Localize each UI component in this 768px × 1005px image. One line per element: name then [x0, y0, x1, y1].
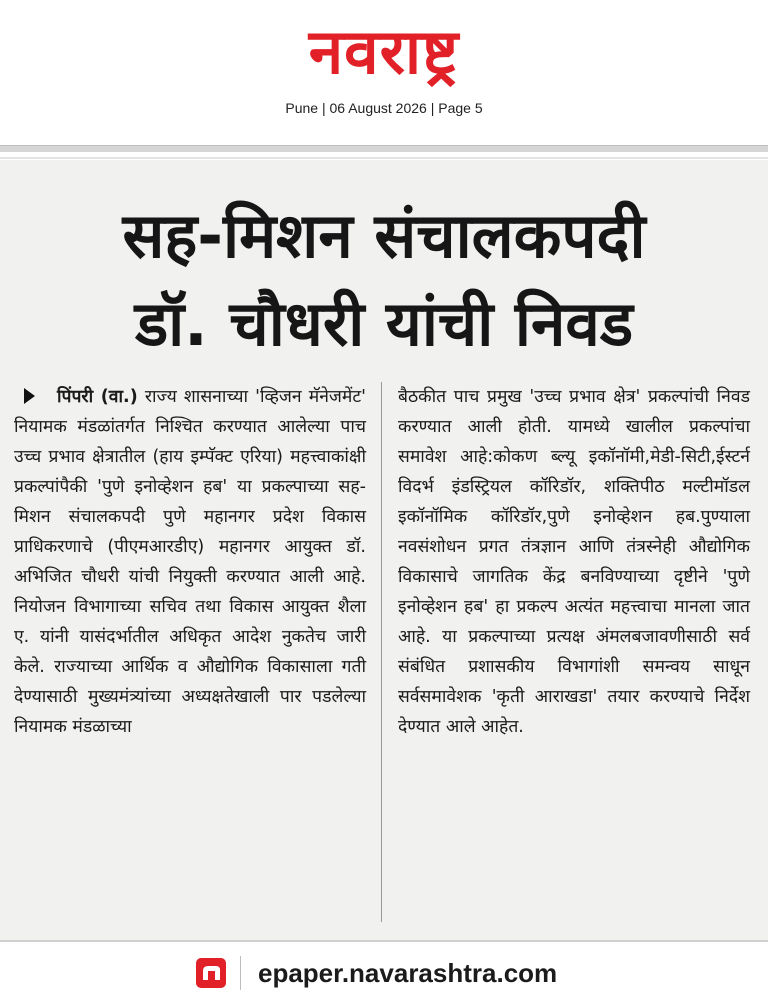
triangle-bullet-icon [24, 388, 35, 404]
dateline: पिंपरी (वा.) [57, 387, 138, 407]
newspaper-logo: नवराष्ट्र [308, 15, 460, 88]
right-column-body: बैठकीत पाच प्रमुख 'उच्च प्रभाव क्षेत्र' प्रकल्पांची निवड करण्यात आली होती. यामध्ये खालील प्रकल्पांचा समावेश आहे:कोकण ब्ल्यू इकॉनॉमी,मेडी-सिटी,ईस्टर्न विदर्भ इंडस्ट्रियल कॉरिडॉर, शक्तिपीठ मल्टीमॉडल इकॉनॉमिक कॉरिडॉर,पुणे इनोव्हेशन हब.पुण्याला नवसंशोधन प्रगत तंत्रज्ञान आणि तंत्रस्नेही औद्योगिक विकासाचे जागतिक केंद्र बनविण्याच्या दृष्टीने 'पुणे इनोव्हेशन हब' हा प्रकल्प अत्यंत महत्त्वाचा मानला जात आहे. या प्रकल्पाच्या प्रत्यक्ष अंमलबजावणीसाठी सर्व संबंधित प्रशासकीय विभागांशी समन्वय साधून सर्वसमावेशक 'कृती आराखडा' तयार करण्याचे निर्देश देण्यात आले आहेत. [398, 387, 750, 737]
article-headline [0, 192, 768, 368]
masthead [0, 0, 768, 140]
article-column-right [398, 382, 750, 742]
column-divider [381, 382, 382, 922]
article-clipping [0, 160, 768, 940]
top-divider-thin [0, 157, 768, 159]
footer-url[interactable]: epaper.navarashtra.com [258, 958, 558, 988]
footer [0, 942, 768, 1005]
footer-separator [240, 956, 241, 990]
left-column-body: राज्य शासनाच्या 'व्हिजन मॅनेजमेंट' नियामक मंडळांतर्गत निश्चित करण्यात आलेल्या पाच उच्च प्रभाव क्षेत्रातील (हाय इम्पॅक्ट एरिया) महत्त्वाकांक्षी प्रकल्पांपैकी 'पुणे इनोव्हेशन हब' या प्रकल्पाच्या सह-मिशन संचालकपदी पुणे महानगर प्रदेश विकास प्राधिकरणाचे (पीएमआरडीए) महानगर आयुक्त डॉ. अभिजित चौधरी यांची नियुक्ती करण्यात आली आहे. नियोजन विभागाच्या सचिव तथा विकास आयुक्त शैला ए. यांनी यासंदर्भातील अधिकृत आदेश नुकतेच जारी केले. राज्याच्या आर्थिक व औद्योगिक विकासाला गती देण्यासाठी मुख्यमंत्र्यांच्या अध्यक्षतेखाली पार पडलेल्या नियामक मंडळाच्या [14, 387, 366, 737]
article-column-left [14, 382, 366, 742]
headline-line-1: सह-मिशन संचालकपदी [122, 199, 646, 272]
navarashtra-logo-icon [196, 958, 226, 988]
top-divider [0, 145, 768, 152]
edition-line: Pune | 06 August 2026 | Page 5 [285, 100, 483, 116]
headline-line-2: डॉ. चौधरी यांची निवड [134, 287, 634, 360]
